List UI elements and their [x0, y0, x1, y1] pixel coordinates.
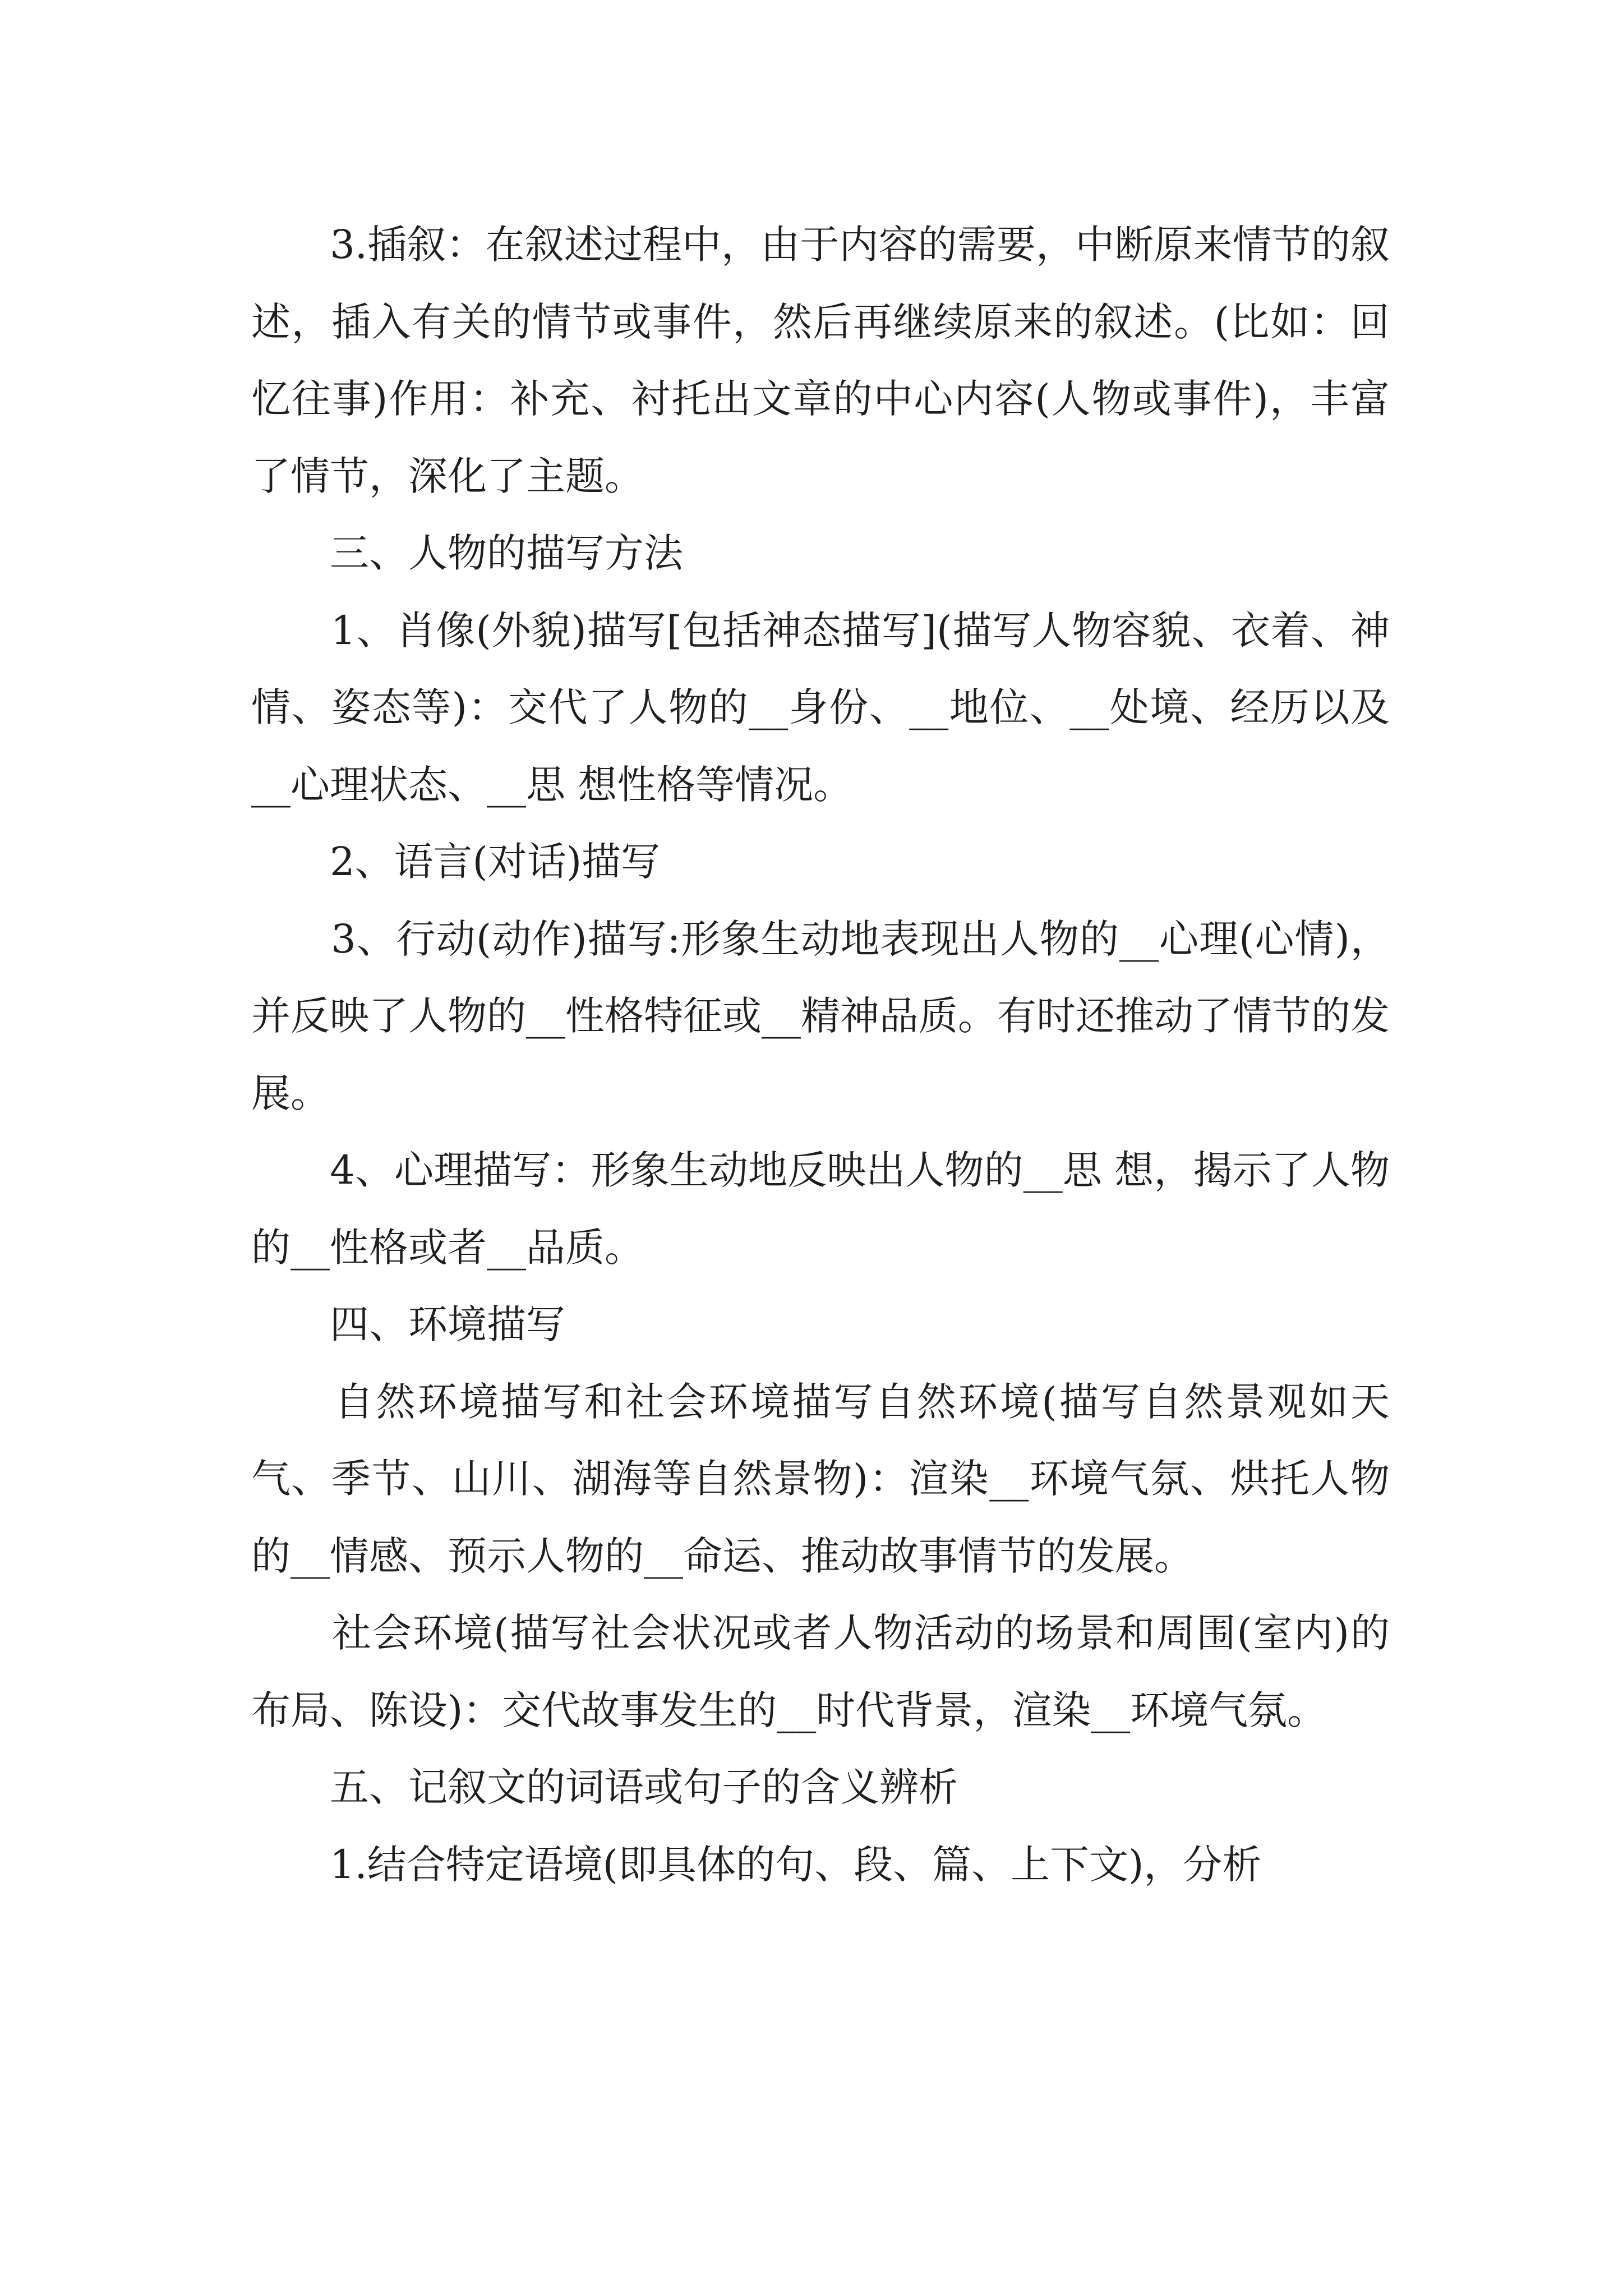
paragraph-action-description: 3、行动(动作)描写:形象生动地表现出人物的__心理(心情)，并反映了人物的__性格特征或__精神品质。有时还推动了情节的发展。 [251, 915, 1390, 1116]
paragraph-language-description: 2、语言(对话)描写 [251, 839, 661, 885]
paragraph-psychological-description: 4、心理描写：形象生动地反映出人物的__思 想，揭示了人物的__性格或者__品质。 [251, 1147, 1390, 1271]
heading-environment-description: 四、环境描写 [251, 1301, 565, 1347]
paragraph-natural-environment: 自然环境描写和社会环境描写自然环境(描写自然景观如天气、季节、山川、湖海等自然景物)：渲染__环境气氛、烘托人物的__情感、预示人物的__命运、推动故事情节的发展。 [251, 1378, 1390, 1579]
paragraph-context-analysis: 1.结合特定语境(即具体的句、段、篇、上下文)，分析 [251, 1841, 1262, 1888]
paragraph-social-environment: 社会环境(描写社会状况或者人物活动的场景和周围(室内)的布局、陈设)：交代故事发生的__时代背景，渲染__环境气氛。 [251, 1610, 1390, 1733]
paragraph-insertion-narration: 3.插叙：在叙述过程中，由于内容的需要，中断原来情节的叙述，插入有关的情节或事件，然后再继续原来的叙述。(比如：回忆往事)作用：补充、衬托出文章的中心内容(人物或事件)，丰富了情节，深化了主题。 [251, 222, 1390, 499]
heading-character-description: 三、人物的描写方法 [251, 530, 683, 576]
paragraph-portrait-description: 1、肖像(外貌)描写[包括神态描写](描写人物容貌、衣着、神情、姿态等)：交代了人物的__身份、__地位、__处境、经历以及__心理状态、__思 想性格等情况。 [251, 607, 1390, 808]
document-body [251, 206, 1390, 1903]
heading-word-sentence-meaning: 五、记叙文的词语或句子的含义辨析 [251, 1764, 958, 1810]
